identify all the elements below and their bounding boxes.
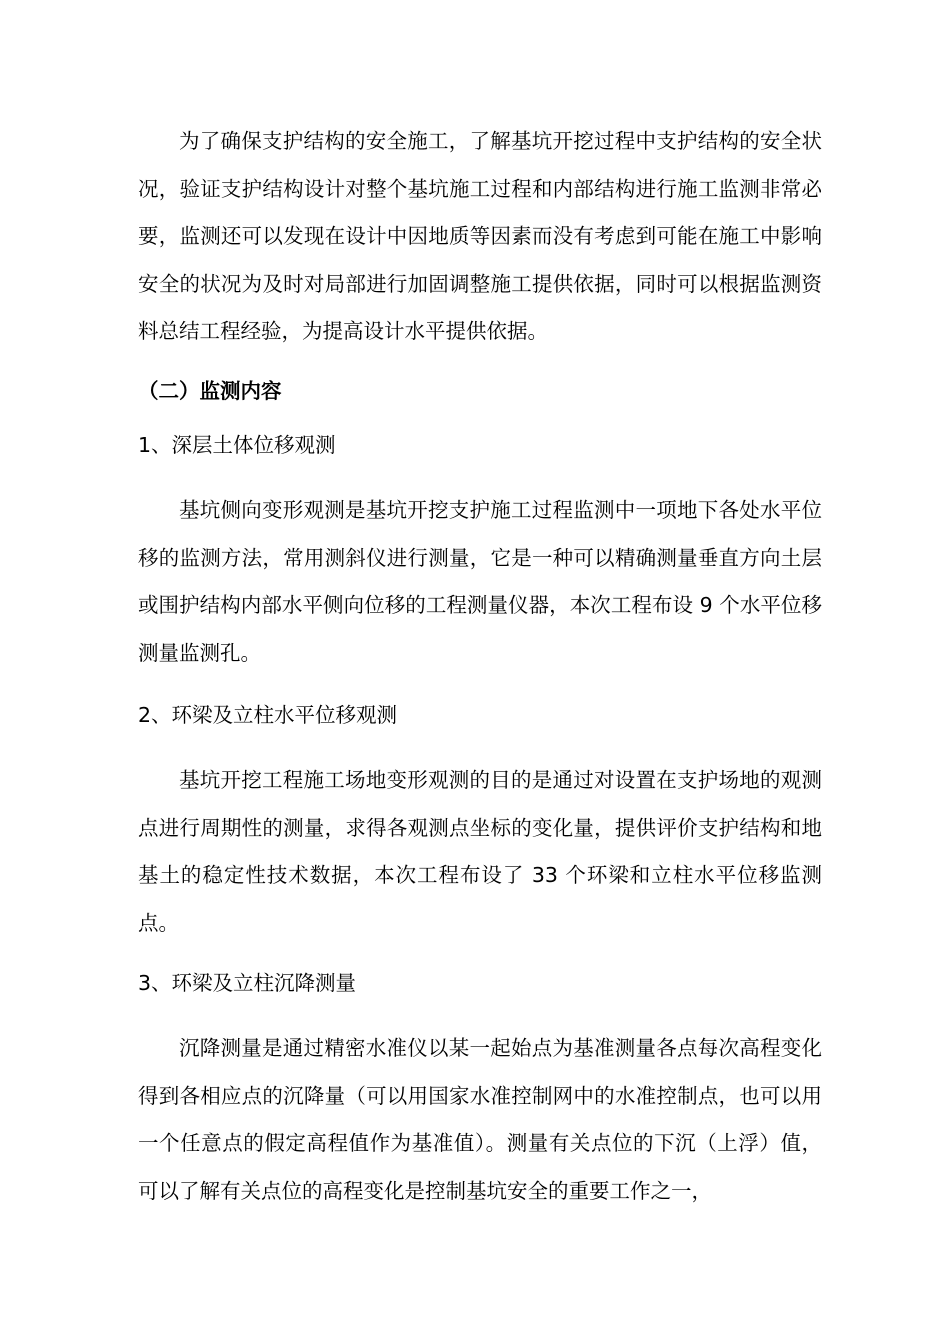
intro-paragraph: 为了确保支护结构的安全施工，了解基坑开挖过程中支护结构的安全状况，验证支护结构设计对整个基坑施工过程和内部结构进行施工监测非常必要，监测还可以发现在设计中因地质等因素而没有考虑到可能在施工中影响安全的状况为及时对局部进行加固调整施工提供依据，同时可以根据监测资料总结工程经验，为提高设计水平提供依据。 <box>138 129 822 343</box>
item-heading-1: 1、深层土体位移观测 <box>138 433 336 457</box>
section-title: （二）监测内容 <box>138 379 282 403</box>
item-heading-2: 2、环梁及立柱水平位移观测 <box>138 703 398 727</box>
item-paragraph-1: 基坑侧向变形观测是基坑开挖支护施工过程监测中一项地下各处水平位移的监测方法，常用测斜仪进行测量，它是一种可以精确测量垂直方向土层或围护结构内部水平侧向位移的工程测量仪器，本次工程布设 9 个水平位移测量监测孔。 <box>138 498 822 665</box>
item-paragraph-3: 沉降测量是通过精密水准仪以某一起始点为基准测量各点每次高程变化得到各相应点的沉降量（可以用国家水准控制网中的水准控制点，也可以用一个任意点的假定高程值作为基准值）。测量有关点位的下沉（上浮）值，可以了解有关点位的高程变化是控制基坑安全的重要工作之一， <box>138 1036 822 1203</box>
item-heading-3: 3、环梁及立柱沉降测量 <box>138 971 357 995</box>
item-paragraph-2: 基坑开挖工程施工场地变形观测的目的是通过对设置在支护场地的观测点进行周期性的测量，求得各观测点坐标的变化量，提供评价支护结构和地基土的稳定性技术数据，本次工程布设了 33 个环梁和立柱水平位移监测点。 <box>138 768 822 935</box>
